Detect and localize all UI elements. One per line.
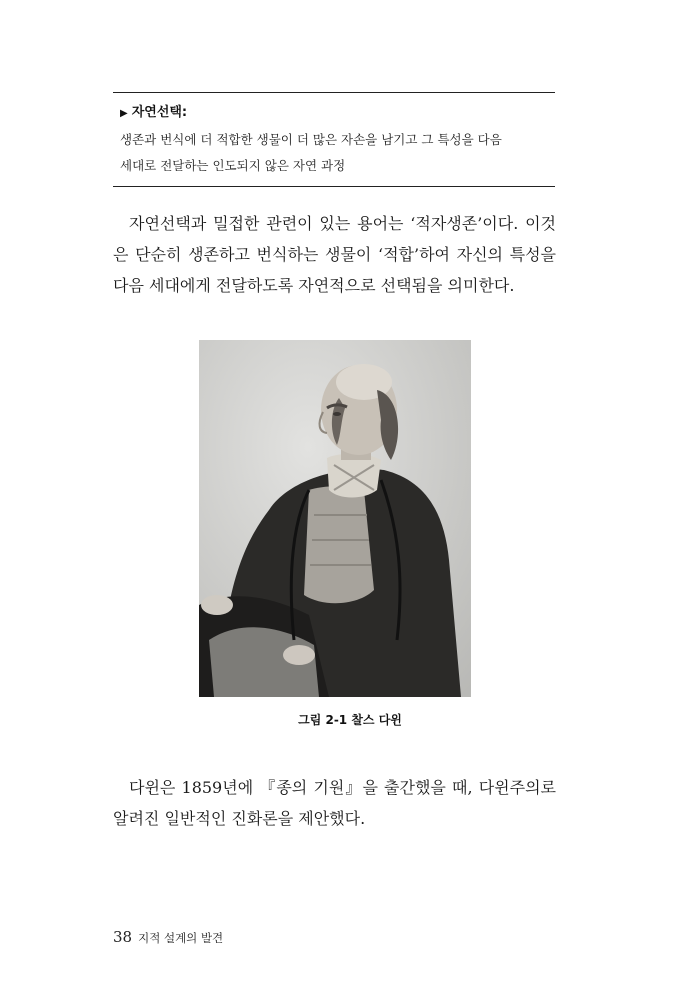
portrait-illustration bbox=[199, 340, 471, 697]
page-footer bbox=[113, 927, 223, 946]
definition-bottom-rule bbox=[113, 186, 555, 187]
definition-body-line: 세대로 전달하는 인도되지 않은 자연 과정 bbox=[120, 158, 346, 173]
definition-title-text: 자연선택: bbox=[131, 105, 188, 120]
body-paragraph bbox=[113, 208, 556, 301]
definition-top-rule bbox=[113, 92, 555, 93]
body-paragraph-text: 자연선택과 밀접한 관련이 있는 용어는 ‘적자생존’이다. 이것은 단순히 생존하고 번식하는 생물이 ‘적합’하여 자신의 특성을 다음 세대에게 전달하도록 자연적으로 선택됨을 의미한다. bbox=[113, 214, 556, 295]
triangle-bullet-icon: ▶ bbox=[120, 108, 128, 119]
page-number: 38 bbox=[113, 928, 133, 946]
body-paragraph bbox=[113, 772, 556, 834]
definition-body bbox=[120, 127, 550, 179]
body-paragraph-text: 다윈은 1859년에 『종의 기원』을 출간했을 때, 다윈주의로 알려진 일반적인 진화론을 제안했다. bbox=[113, 778, 556, 828]
darwin-portrait-photo bbox=[199, 340, 471, 697]
definition-title bbox=[120, 101, 187, 120]
figure-caption: 그림 2-1 찰스 다윈 bbox=[298, 713, 402, 727]
running-title: 지적 설계의 발견 bbox=[138, 931, 224, 945]
definition-body-line: 생존과 번식에 더 적합한 생물이 더 많은 자손을 남기고 그 특성을 다음 bbox=[120, 132, 502, 147]
